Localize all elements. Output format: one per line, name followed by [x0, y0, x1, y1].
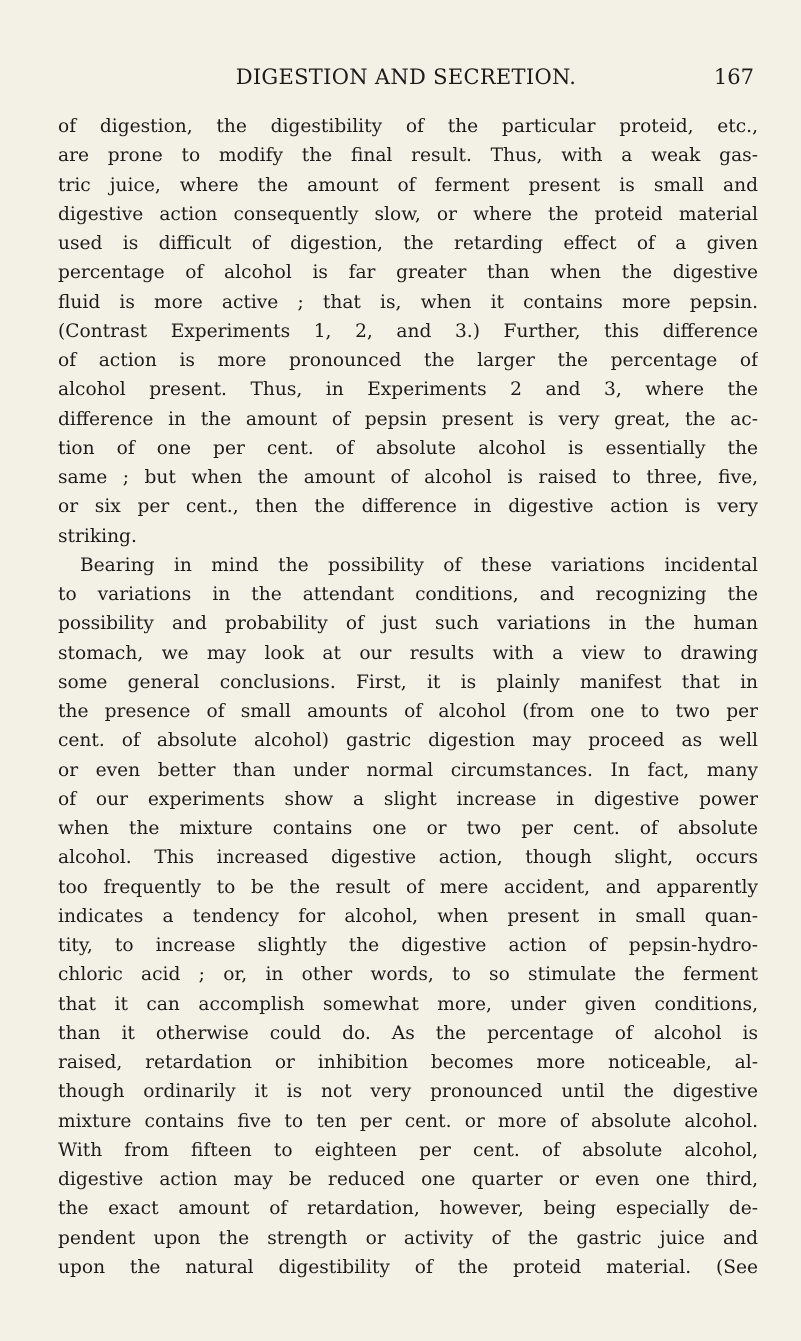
text-line: cent. of absolute alcohol) gastric digestion may proceed as well: [58, 730, 758, 752]
text-line: tion of one per cent. of absolute alcohol is essentially the: [58, 437, 758, 459]
text-line: that it can accomplish somewhat more, under given conditions,: [58, 993, 758, 1015]
text-line: some general conclusions. First, it is plainly manifest that in: [58, 671, 758, 693]
text-line: upon the natural digestibility of the proteid material. (See: [58, 1256, 758, 1278]
text-line: (Contrast Experiments 1, 2, and 3.) Further, this difference: [58, 320, 758, 342]
text-line: or even better than under normal circumstances. In fact, many: [58, 759, 758, 781]
text-line: same ; but when the amount of alcohol is raised to three, five,: [58, 467, 758, 488]
text-line: used is difficult of digestion, the retarding effect of a given: [58, 233, 758, 254]
text-line: digestive action may be reduced one quarter or even one third,: [58, 1169, 758, 1190]
text-line: alcohol present. Thus, in Experiments 2 and 3, where the: [58, 379, 758, 401]
text-line: than it otherwise could do. As the percentage of alcohol is: [58, 1022, 758, 1044]
text-line: tric juice, where the amount of ferment present is small and: [58, 174, 758, 196]
text-line: the exact amount of retardation, however, being especially de-: [58, 1198, 758, 1220]
text-line: of our experiments show a slight increase in digestive power: [58, 788, 758, 810]
running-head: [58, 62, 754, 92]
paragraph-end-line: striking.: [58, 525, 137, 547]
text-line: though ordinarily it is not very pronounced until the digestive: [58, 1081, 758, 1103]
text-line: With from fifteen to eighteen per cent. of absolute alcohol,: [58, 1139, 758, 1161]
text-line: to variations in the attendant conditions, and recognizing the: [58, 584, 758, 605]
page-number: 167: [713, 65, 754, 89]
text-line: percentage of alcohol is far greater than when the digestive: [58, 262, 758, 284]
text-line: or six per cent., then the difference in digestive action is very: [58, 496, 758, 518]
text-line: when the mixture contains one or two per cent. of absolute: [58, 818, 758, 839]
text-line: tity, to increase slightly the digestive action of pepsin-hydro-: [58, 935, 758, 956]
text-line: fluid is more active ; that is, when it contains more pepsin.: [58, 291, 758, 313]
text-line: of digestion, the digestibility of the particular proteid, etc.,: [58, 116, 758, 137]
text-line: chloric acid ; or, in other words, to so stimulate the ferment: [58, 964, 758, 986]
text-line: the presence of small amounts of alcohol (from one to two per: [58, 701, 758, 722]
paragraph-start-line: Bearing in mind the possibility of these variations incidental: [80, 554, 758, 576]
text-line: mixture contains five to ten per cent. or more of absolute alcohol.: [58, 1110, 758, 1132]
text-line: too frequently to be the result of mere accident, and apparently: [58, 876, 758, 898]
text-line: raised, retardation or inhibition becomes more noticeable, al-: [58, 1052, 758, 1073]
text-line: indicates a tendency for alcohol, when present in small quan-: [58, 905, 758, 927]
text-line: of action is more pronounced the larger the percentage of: [58, 350, 758, 371]
running-title: DIGESTION AND SECRETION.: [235, 65, 577, 89]
text-line: are prone to modify the final result. Thus, with a weak gas-: [58, 145, 758, 167]
text-line: digestive action consequently slow, or where the proteid material: [58, 203, 758, 225]
text-line: pendent upon the strength or activity of the gastric juice and: [58, 1227, 758, 1249]
text-line: difference in the amount of pepsin present is very great, the ac-: [58, 408, 758, 430]
text-line: possibility and probability of just such variations in the human: [58, 613, 758, 635]
text-line: alcohol. This increased digestive action, though slight, occurs: [58, 847, 758, 869]
text-line: stomach, we may look at our results with a view to drawing: [58, 642, 758, 664]
body-text: [58, 112, 758, 1282]
